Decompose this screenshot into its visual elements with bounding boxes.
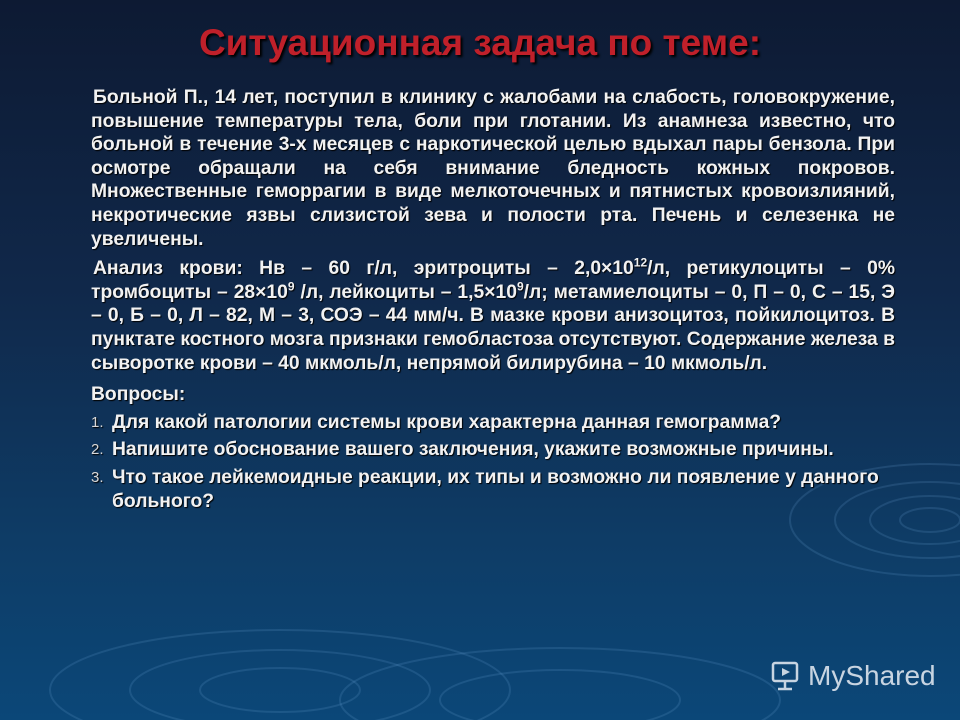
question-text: Что такое лейкемоидные реакции, их типы и возможно ли появление у данного больного? — [112, 466, 879, 512]
case-description: Больной П., 14 лет, поступил в клинику с жалобами на слабость, головокружение, повышение температуры тела, боли при глотании. Из анамнеза известно, что больной в течение 3-х месяцев с наркотической целью вдыхал пары бензола. При осмотре обращали на себя внимание бледность кожных покровов. Множественные геморрагии в виде мелкоточечных и пятнистых кровоизлияний, некротические язвы слизистой зева и полости рта. Печень и селезенка не увеличены. — [91, 87, 895, 250]
question-item — [91, 466, 895, 513]
question-item — [91, 411, 895, 435]
questions-heading: Вопросы: — [91, 384, 186, 406]
question-number: 1. — [91, 413, 104, 431]
watermark-text: MyShared — [808, 660, 936, 691]
blood-analysis: Анализ крови: Нв – 60 г/л, эритроциты – $2,0\times 10^{12}/л$, ретикулоциты – 0% тромбоциты – $28\times 10^9$ /л, лейкоциты – $1,5\times 10^9/л$; метамиелоциты – 0, П – 0, С – 15, Э – 0, Б – 0, Л – 82, М – 3, СОЭ – 44 мм/ч. В мазке крови анизоцитоз, пойкилоцитоз. В пунктате костного мозга признаки гемобластоза отсутствуют. Содержание железа в сыворотке крови – 40 мкмоль/л, непрямой билирубина – 10 мкмоль/л. — [91, 255, 895, 374]
question-item — [91, 438, 895, 462]
question-text: Для какой патологии системы крови характерна данная гемограмма? — [112, 411, 782, 433]
slide-body — [91, 86, 895, 517]
myshared-watermark — [768, 656, 936, 696]
question-number: 3. — [91, 468, 104, 486]
exponent: 9 — [287, 279, 295, 294]
slide-title: Ситуационная задача по теме: — [198, 22, 762, 63]
slideshow-logo-icon — [768, 659, 802, 693]
question-text: Напишите обоснование вашего заключения, укажите возможные причины. — [112, 439, 834, 461]
exponent: 9 — [516, 279, 524, 294]
question-number: 2. — [91, 441, 104, 459]
exponent: 12 — [633, 255, 648, 270]
